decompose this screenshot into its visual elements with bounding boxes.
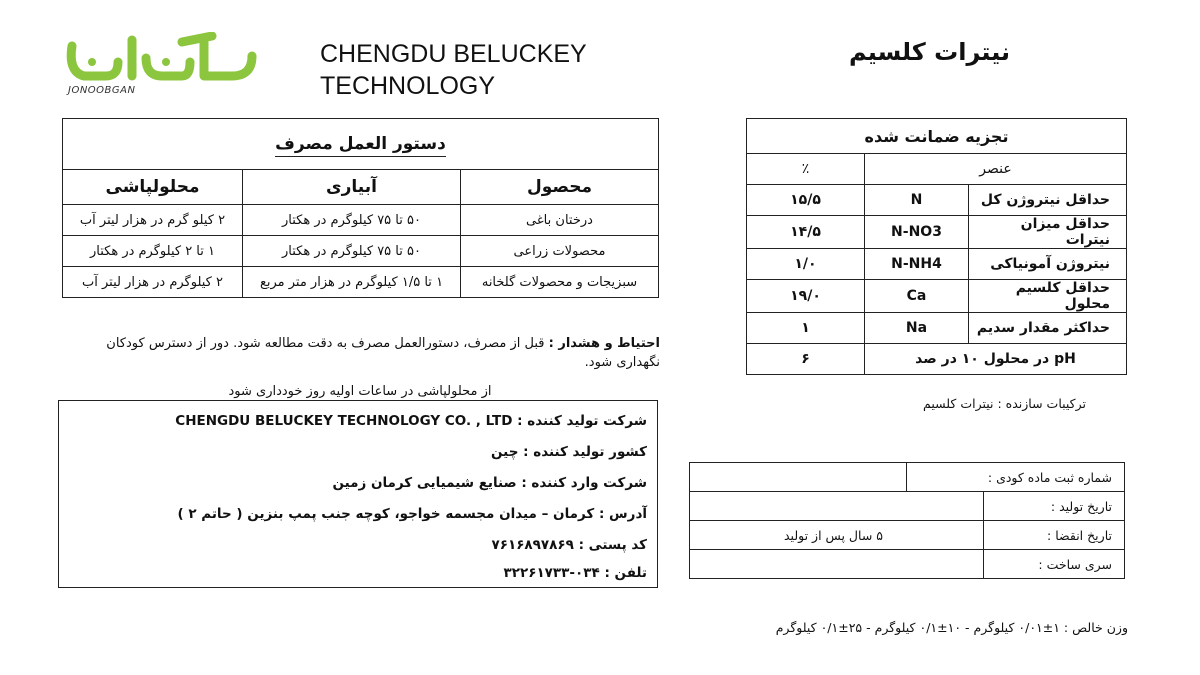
- table-row: [747, 185, 1127, 216]
- phone-line: تلفن : ۰۳۴-۳۲۲۶۱۷۳۳: [503, 565, 647, 581]
- table-row: [747, 249, 1127, 280]
- company-name-line2: TECHNOLOGY: [320, 72, 496, 100]
- analysis-name: نیتروژن آمونیاکی: [969, 249, 1127, 280]
- reg-date-value: [690, 492, 984, 521]
- analysis-value: ۱۴/۵: [747, 216, 865, 249]
- usage-cell-foliar: ۲ کیلوگرم در هزار لیتر آب: [63, 267, 243, 298]
- company-name: [320, 38, 587, 102]
- usage-header-row: [63, 170, 659, 205]
- analysis-title: تجزیه ضمانت شده: [747, 119, 1127, 154]
- analysis-name: حداقل میزان نیترات: [969, 216, 1127, 249]
- usage-cell-irrigation: ۵۰ تا ۷۵ کیلوگرم در هکتار: [243, 236, 461, 267]
- reg-code-label: شماره ثبت ماده کودی :: [907, 463, 1125, 492]
- table-row: [747, 216, 1127, 249]
- usage-cell-irrigation: ۵۰ تا ۷۵ کیلوگرم در هکتار: [243, 205, 461, 236]
- table-row: [63, 236, 659, 267]
- manufacturer-box: [58, 400, 658, 588]
- usage-title-cell: [63, 119, 659, 170]
- analysis-symbol: N-NH4: [865, 249, 969, 280]
- table-row: [63, 267, 659, 298]
- analysis-name: حداکثر مقدار سدیم: [969, 313, 1127, 344]
- brand-logo: [62, 32, 262, 100]
- registration-table: [689, 462, 1125, 579]
- analysis-table: [746, 118, 1127, 375]
- analysis-ph-label: pH در محلول ۱۰ در صد: [865, 344, 1127, 375]
- usage-header-foliar: محلولپاشی: [63, 170, 243, 205]
- table-row: [63, 205, 659, 236]
- producer-line: شرکت تولید کننده : CHENGDU BELUCKEY TECHNOLOGY CO. , LTD: [175, 413, 647, 429]
- usage-table: [62, 118, 659, 298]
- usage-header-irrigation: آبیاری: [243, 170, 461, 205]
- usage-cell-foliar: ۲ کیلو گرم در هزار لیتر آب: [63, 205, 243, 236]
- analysis-symbol: N: [865, 185, 969, 216]
- reg-expiry-value: ۵ سال پس از تولید: [690, 521, 984, 550]
- warning-text: [60, 334, 660, 401]
- reg-date-label: تاریخ تولید :: [984, 492, 1125, 521]
- analysis-unit-value: ٪: [747, 154, 865, 185]
- analysis-unit-label: عنصر: [865, 154, 1127, 185]
- table-row: [747, 280, 1127, 313]
- analysis-symbol: N-NO3: [865, 216, 969, 249]
- usage-header-product: محصول: [461, 170, 659, 205]
- analysis-value: ۱۵/۵: [747, 185, 865, 216]
- analysis-unit-row: [747, 154, 1127, 185]
- logo-wordmark-graphic: [62, 32, 262, 88]
- usage-title: دستور العمل مصرف: [275, 134, 446, 157]
- net-weight: وزن خالص : ۱±۰/۰۱ کیلوگرم - ۱۰±۰/۱ کیلوگرم - ۲۵±۰/۱ کیلوگرم: [775, 620, 1128, 635]
- reg-code-value: [690, 463, 907, 492]
- analysis-value: ۱: [747, 313, 865, 344]
- analysis-value: ۱/۰: [747, 249, 865, 280]
- company-name-line1: CHENGDU BELUCKEY: [320, 40, 587, 68]
- analysis-name: حداقل نیتروژن کل: [969, 185, 1127, 216]
- warning-label: احتیاط و هشدار :: [548, 336, 660, 351]
- usage-cell-irrigation: ۱ تا ۱/۵ کیلوگرم در هزار متر مربع: [243, 267, 461, 298]
- reg-expiry-label: تاریخ انقضا :: [984, 521, 1125, 550]
- table-row: [690, 492, 1125, 521]
- usage-cell-product: درختان باغی: [461, 205, 659, 236]
- reg-batch-value: [690, 550, 984, 579]
- reg-batch-label: سری ساخت :: [984, 550, 1125, 579]
- table-row: [690, 550, 1125, 579]
- usage-cell-product: محصولات زراعی: [461, 236, 659, 267]
- table-row: [690, 463, 1125, 492]
- postal-line: کد پستی : ۷۶۱۶۸۹۷۸۶۹: [491, 537, 647, 553]
- address-line: آدرس : کرمان – میدان مجسمه خواجو، کوچه جنب پمپ بنزین ( حاتم ۲ ): [177, 506, 647, 522]
- analysis-symbol: Na: [865, 313, 969, 344]
- table-row: [747, 344, 1127, 375]
- analysis-symbol: Ca: [865, 280, 969, 313]
- product-title: نیترات کلسیم: [848, 38, 1010, 66]
- usage-cell-product: سبزیجات و محصولات گلخانه: [461, 267, 659, 298]
- importer-line: شرکت وارد کننده : صنایع شیمیایی کرمان زمین: [332, 475, 647, 491]
- table-row: [690, 521, 1125, 550]
- analysis-ph-value: ۶: [747, 344, 865, 375]
- country-line: کشور تولید کننده : چین: [491, 444, 647, 460]
- usage-cell-foliar: ۱ تا ۲ کیلوگرم در هکتار: [63, 236, 243, 267]
- warning-body-2: از محلولپاشی در ساعات اولیه روز خودداری شود: [228, 384, 492, 399]
- table-row: [747, 313, 1127, 344]
- composition-text: ترکیبات سازنده : نیترات کلسیم: [923, 396, 1086, 411]
- logo-latin-text: JONOOBGAN: [68, 85, 136, 96]
- analysis-value: ۱۹/۰: [747, 280, 865, 313]
- warning-body: قبل از مصرف، دستورالعمل مصرف به دقت مطالعه شود. دور از دسترس کودکان نگهداری شود.: [106, 336, 660, 370]
- analysis-name: حداقل کلسیم محلول: [969, 280, 1127, 313]
